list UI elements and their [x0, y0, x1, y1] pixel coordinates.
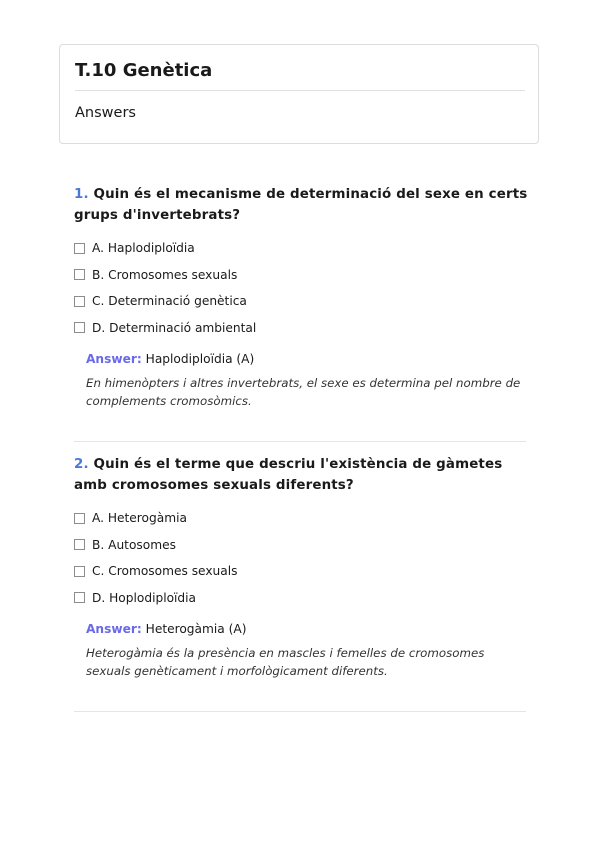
- page-title: T.10 Genètica: [75, 60, 213, 81]
- question-divider: [74, 711, 526, 712]
- answer-line: [86, 350, 529, 368]
- option-c[interactable]: [74, 558, 529, 585]
- option-b[interactable]: [74, 262, 529, 289]
- option-label: D. Determinació ambiental: [92, 320, 257, 335]
- option-label: D. Hoplodiploïdia: [92, 590, 197, 605]
- option-c[interactable]: [74, 288, 529, 315]
- option-label: A. Heterogàmia: [92, 511, 187, 526]
- option-b[interactable]: [74, 532, 529, 559]
- checkbox-icon[interactable]: [74, 322, 85, 333]
- option-label: C. Cromosomes sexuals: [92, 564, 238, 579]
- question-prompt: Quin és el mecanisme de determinació del sexe en certs grups d'invertebrats?: [74, 187, 528, 223]
- option-d[interactable]: [74, 585, 529, 612]
- answer-label: Answer:: [86, 622, 142, 636]
- answer-block: [74, 350, 529, 410]
- checkbox-icon[interactable]: [74, 243, 85, 254]
- option-a[interactable]: [74, 235, 529, 262]
- answer-label: Answer:: [86, 352, 142, 366]
- page-subtitle: Answers: [75, 105, 136, 121]
- question-text: [74, 454, 529, 496]
- question-2: [74, 454, 529, 680]
- option-label: B. Autosomes: [92, 537, 176, 552]
- question-divider: [74, 441, 526, 442]
- option-label: B. Cromosomes sexuals: [92, 267, 238, 282]
- question-number: 2.: [74, 457, 89, 472]
- answer-value: Heterogàmia (A): [145, 622, 247, 636]
- question-number: 1.: [74, 187, 89, 202]
- question-prompt: Quin és el terme que descriu l'existència de gàmetes amb cromosomes sexuals diferents?: [74, 457, 503, 493]
- option-a[interactable]: [74, 505, 529, 532]
- options-list: [74, 505, 529, 611]
- checkbox-icon[interactable]: [74, 296, 85, 307]
- answer-explanation: Heterogàmia és la presència en mascles i femelles de cromosomes sexuals genèticament i morfològicament diferents.: [86, 646, 485, 678]
- header-card: [59, 44, 539, 144]
- question-1: [74, 184, 529, 410]
- option-label: A. Haplodiploïdia: [92, 241, 195, 256]
- question-text: [74, 184, 529, 226]
- option-d[interactable]: [74, 315, 529, 342]
- checkbox-icon[interactable]: [74, 539, 85, 550]
- checkbox-icon[interactable]: [74, 513, 85, 524]
- checkbox-icon[interactable]: [74, 269, 85, 280]
- option-label: C. Determinació genètica: [92, 294, 247, 309]
- answer-value: Haplodiploïdia (A): [145, 352, 255, 366]
- options-list: [74, 235, 529, 341]
- checkbox-icon[interactable]: [74, 592, 85, 603]
- answer-block: [74, 620, 529, 680]
- answer-explanation: En himenòpters i altres invertebrats, el sexe es determina pel nombre de complements cromosòmics.: [86, 376, 521, 408]
- header-divider: [75, 90, 525, 91]
- checkbox-icon[interactable]: [74, 566, 85, 577]
- answer-line: [86, 620, 529, 638]
